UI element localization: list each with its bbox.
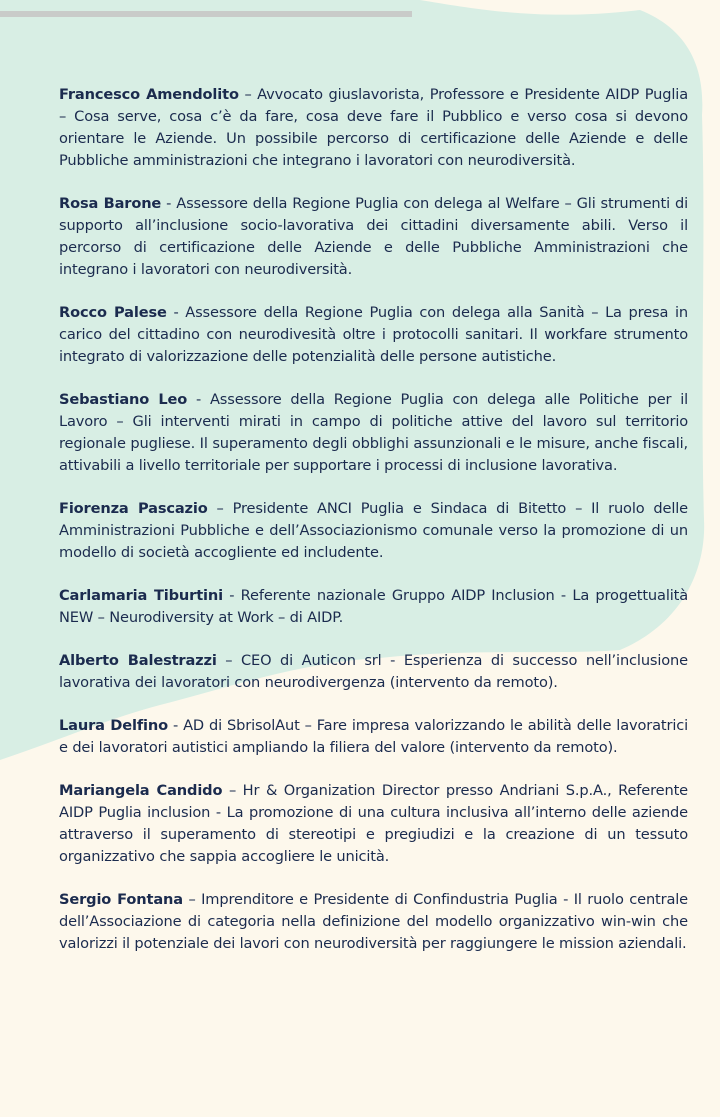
- speaker-description: – CEO di Auticon srl - Esperienza di successo nell’inclusione lavorativa dei lavoratori con neurodivergenza (intervento da remoto).: [59, 652, 688, 691]
- speaker-name: Sergio Fontana: [59, 891, 183, 908]
- speaker-name: Fiorenza Pascazio: [59, 500, 208, 517]
- speaker-name: Sebastiano Leo: [59, 391, 188, 408]
- speaker-description: – Imprenditore e Presidente di Confindustria Puglia - Il ruolo centrale dell’Associazione di categoria nella definizione del modello organizzativo win-win che valorizzi il potenziale dei lavori con neurodiversità per raggiungere le mission aziendali.: [59, 891, 688, 952]
- speaker-entry: [59, 498, 688, 564]
- speaker-description: – Hr & Organization Director presso Andriani S.p.A., Referente AIDP Puglia inclusion - La promozione di una cultura inclusiva all’interno delle aziende attraverso il superamento di stereotipi e pregiudizi e la creazione di un tessuto organizzativo che sappia accogliere le unicità.: [59, 782, 688, 865]
- speaker-description: – Avvocato giuslavorista, Professore e Presidente AIDP Puglia – Cosa serve, cosa c’è da fare, cosa deve fare il Pubblico e verso cosa si devono orientare le Aziende. Un possibile percorso di certificazione delle Aziende e delle Pubbliche amministrazioni che integrano i lavoratori con neurodiversità.: [59, 86, 688, 169]
- speaker-entry: [59, 302, 688, 368]
- speaker-entry: [59, 193, 688, 281]
- speaker-description: - Assessore della Regione Puglia con delega alle Politiche per il Lavoro – Gli interventi mirati in campo di politiche attive del lavoro sul territorio regionale pugliese. Il superamento degli obblighi assunzionali e le misure, anche fiscali, attivabili a livello territoriale per supportare i processi di inclusione lavorativa.: [59, 391, 689, 474]
- speaker-description: - Assessore della Regione Puglia con delega al Welfare – Gli strumenti di supporto all’inclusione socio-lavorativa dei cittadini diversamente abili. Verso il percorso di certificazione delle Aziende e delle Pubbliche Amministrazioni che integrano i lavoratori con neurodiversità.: [59, 195, 688, 278]
- speaker-description: – Presidente ANCI Puglia e Sindaca di Bitetto – Il ruolo delle Amministrazioni Pubbliche e dell’Associazionismo comunale verso la promozione di un modello di società accogliente ed includente.: [59, 500, 688, 561]
- speaker-name: Carlamaria Tiburtini: [59, 587, 223, 604]
- speaker-entry: [59, 780, 688, 868]
- speaker-name: Mariangela Candido: [59, 782, 223, 799]
- top-divider-bar: [0, 11, 412, 17]
- speaker-description: - AD di SbrisolAut – Fare impresa valorizzando le abilità delle lavoratrici e dei lavoratori autistici ampliando la filiera del valore (intervento da remoto).: [59, 717, 688, 756]
- speakers-list: [59, 84, 688, 976]
- speaker-entry: [59, 650, 688, 694]
- speaker-name: Rocco Palese: [59, 304, 167, 321]
- speaker-entry: [59, 84, 688, 172]
- speaker-entry: [59, 889, 688, 955]
- speaker-name: Francesco Amendolito: [59, 86, 239, 103]
- speaker-name: Alberto Balestrazzi: [59, 652, 217, 669]
- speaker-entry: [59, 389, 688, 477]
- speaker-entry: [59, 585, 688, 629]
- speaker-description: - Referente nazionale Gruppo AIDP Inclusion - La progettualità NEW – Neurodiversity at Work – di AIDP.: [59, 587, 688, 626]
- speaker-entry: [59, 715, 688, 759]
- speaker-description: - Assessore della Regione Puglia con delega alla Sanità – La presa in carico del cittadino con neurodivesità oltre i protocolli sanitari. Il workfare strumento integrato di valorizzazione delle potenzialità delle persone autistiche.: [59, 304, 688, 365]
- speaker-name: Laura Delfino: [59, 717, 168, 734]
- speaker-name: Rosa Barone: [59, 195, 162, 212]
